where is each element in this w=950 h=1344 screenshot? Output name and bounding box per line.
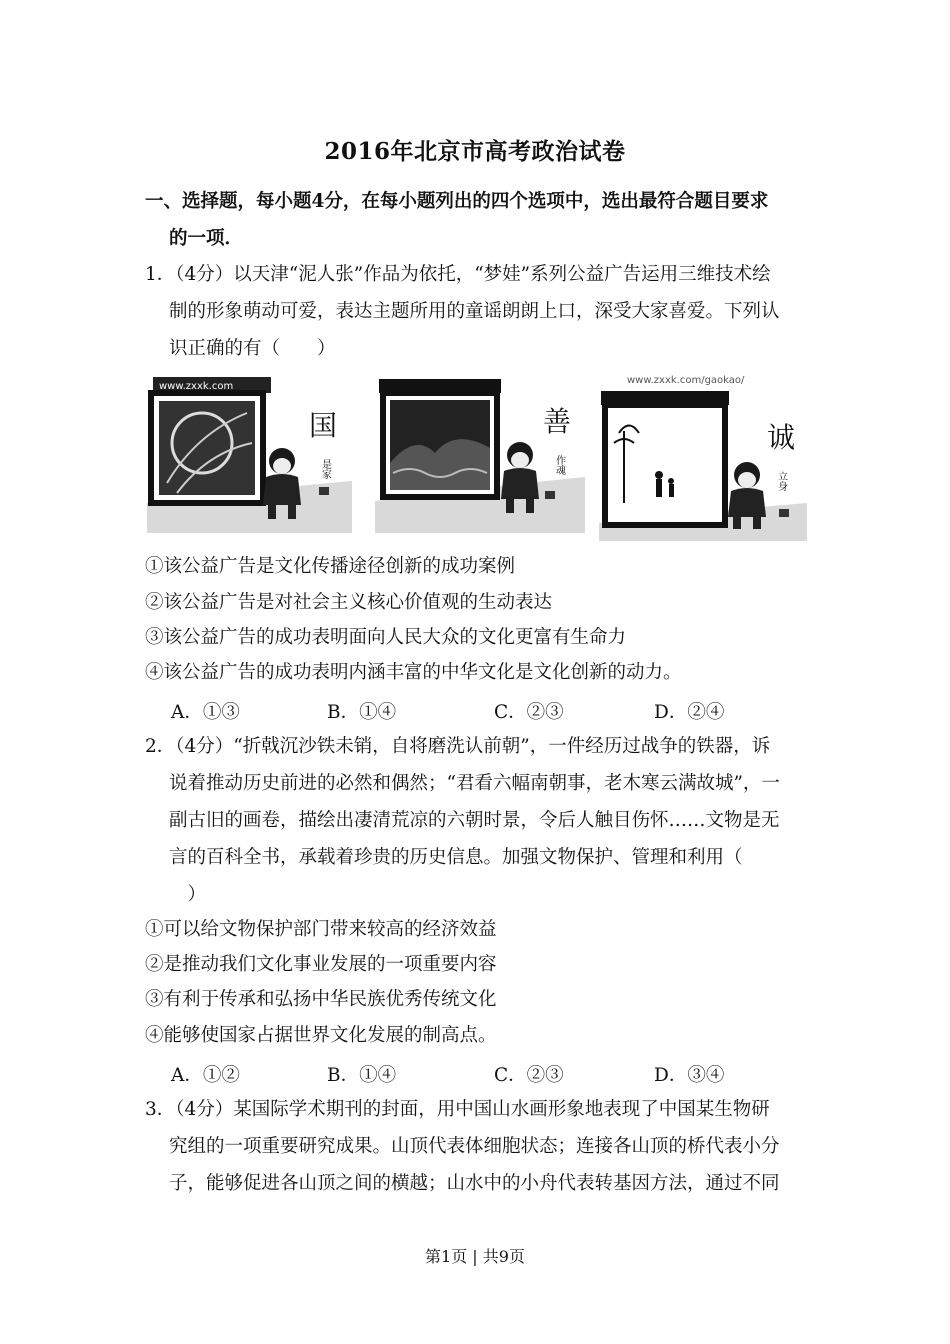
ad-image-shan: [375, 373, 585, 533]
choice-a[interactable]: A．①②: [171, 1065, 240, 1086]
question-line: 2．（4分）“折戟沉沙铁未销，自将磨洗认前朝”，一件经历过战争的铁器，诉: [145, 736, 771, 757]
statement: ②是推动我们文化事业发展的一项重要内容: [145, 954, 497, 975]
question-line: 1．（4分）以天津“泥人张”作品为依托，“梦娃”系列公益广告运用三维技术绘: [145, 264, 771, 285]
statement: ①该公益广告是文化传播途径创新的成功案例: [145, 556, 516, 577]
question-line: 说着推动历史前进的必然和偶然；“君看六幅南朝事，老木寒云满故城”，一: [169, 773, 780, 794]
ad-watermark: www.zxxk.com: [159, 381, 234, 392]
question-3-stem: [145, 1091, 813, 1202]
question-1-stem: [145, 256, 813, 367]
ad-image-guo: [147, 373, 352, 533]
statement: ②该公益广告是对社会主义核心价值观的生动表达: [145, 592, 553, 613]
document-title: 2016年北京市高考政治试卷: [324, 138, 626, 165]
statement: ③有利于传承和弘扬中华民族优秀传统文化: [145, 989, 497, 1010]
question-line: ）: [169, 884, 207, 905]
choice-c[interactable]: C．②③: [494, 1065, 564, 1086]
question-1-choices: [171, 698, 811, 732]
ad-character: 善: [543, 405, 572, 438]
question-1-figure: [147, 373, 807, 541]
question-line: 言的百科全书，承载着珍贵的历史信息。加强文物保护、管理和利用（: [169, 847, 743, 868]
ad-subtext: 是家: [319, 459, 331, 479]
question-line: 制的形象萌动可爱，表达主题所用的童谣朗朗上口，深受大家喜爱。下列认: [169, 301, 780, 322]
choice-d[interactable]: D．③④: [654, 1065, 725, 1086]
ad-image-cheng: [599, 373, 807, 541]
choice-b[interactable]: B．①④: [327, 1065, 397, 1086]
question-2-stem: [145, 728, 813, 913]
question-line: 子，能够促进各山顶之间的横越；山水中的小舟代表转基因方法，通过不同: [169, 1173, 780, 1194]
statement: ③该公益广告的成功表明面向人民大众的文化更富有生命力: [145, 627, 627, 648]
statement: ①可以给文物保护部门带来较高的经济效益: [145, 919, 497, 940]
section-heading-line: 一、选择题，每小题4分，在每小题列出的四个选项中，选出最符合题目要求: [145, 191, 769, 212]
question-2-choices: [171, 1061, 811, 1095]
choice-c[interactable]: C．②③: [494, 702, 564, 723]
statement: ④能够使国家占据世界文化发展的制高点。: [145, 1025, 497, 1046]
ad-subtext: 作魂: [553, 455, 565, 475]
question-line: 3．（4分）某国际学术期刊的封面，用中国山水画形象地表现了中国某生物研: [145, 1099, 770, 1120]
choice-d[interactable]: D．②④: [654, 702, 725, 723]
statement: ④该公益广告的成功表明内涵丰富的中华文化是文化创新的动力。: [145, 662, 682, 683]
question-line: 识正确的有（ ）: [169, 338, 336, 359]
ad-subtext: 立身: [775, 471, 787, 491]
ad-character: 国: [309, 409, 338, 442]
question-line: 究组的一项重要研究成果。山顶代表体细胞状态；连接各山顶的桥代表小分: [169, 1136, 780, 1157]
section-heading-line: 的一项．: [169, 228, 244, 249]
ad-character: 诚: [767, 421, 796, 454]
choice-a[interactable]: A．①③: [171, 702, 240, 723]
ad-watermark: www.zxxk.com/gaokao/: [627, 375, 745, 386]
page-footer: 第1页 | 共9页: [425, 1247, 525, 1266]
choice-b[interactable]: B．①④: [327, 702, 397, 723]
question-line: 副古旧的画卷，描绘出凄清荒凉的六朝时景，令后人触目伤怀……文物是无: [169, 810, 780, 831]
section-heading: [145, 183, 813, 257]
